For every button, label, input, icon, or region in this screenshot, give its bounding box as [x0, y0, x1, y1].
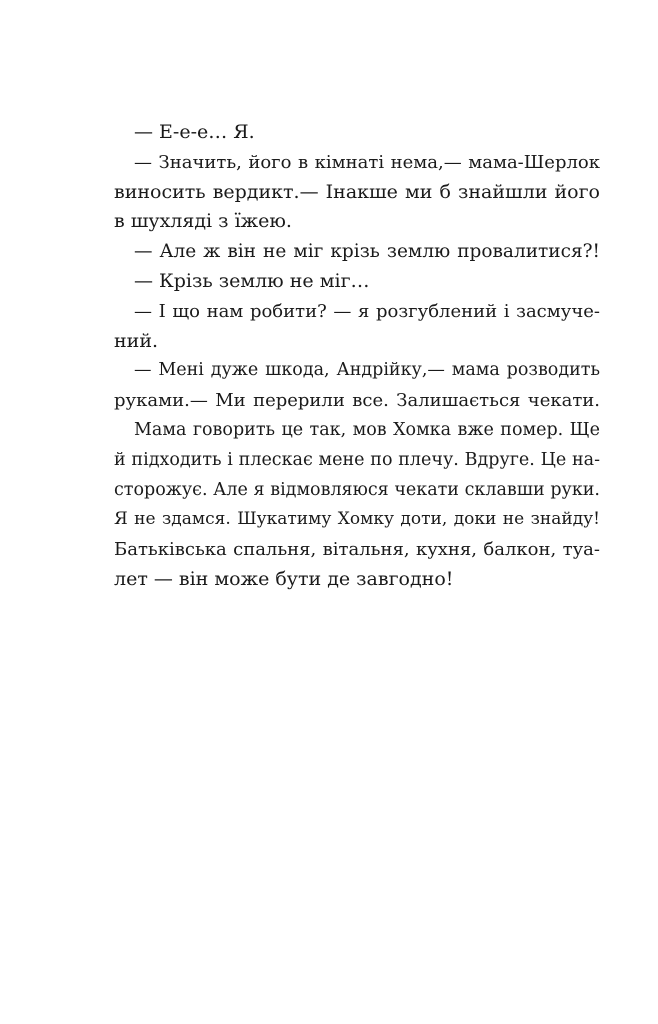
page-text: [114, 118, 600, 595]
dialogue-line: — Значить, його в кімнаті нема,— мама-Шерлок: [134, 151, 600, 173]
dialogue-line: — Е-е-е… Я.: [134, 121, 255, 143]
dialogue-line: — І що нам робити? — я розгублений і засмуче-: [134, 300, 600, 322]
text-line: ний.: [114, 329, 159, 352]
text-line: лет — він може бути де завгодно!: [114, 567, 454, 590]
text-line: в шухляді з їжею.: [114, 210, 292, 233]
dialogue-line: — Крізь землю не міг…: [134, 269, 370, 292]
text-line: сторожує. Але я відмовляюся чекати склавши руки.: [114, 479, 600, 500]
paragraph-line: Мама говорить це так, мов Хомка вже помер. Ще: [134, 419, 600, 440]
text-line: виносить вердикт.— Інакше ми б знайшли його: [114, 180, 600, 203]
text-line: Батьківська спальня, вітальня, кухня, балкон, туа-: [114, 539, 600, 561]
text-line: й підходить і плескає мене по плечу. Вдруге. Це на-: [114, 449, 600, 470]
text-line: Я не здамся. Шукатиму Хомку доти, доки не знайду!: [114, 509, 600, 530]
text-line: руками.— Ми перерили все. Залишається чекати.: [114, 390, 600, 412]
dialogue-line: — Мені дуже шкода, Андрійку,— мама розводить: [134, 360, 600, 381]
dialogue-line: — Але ж він не міг крізь землю провалитися?!: [134, 241, 600, 263]
